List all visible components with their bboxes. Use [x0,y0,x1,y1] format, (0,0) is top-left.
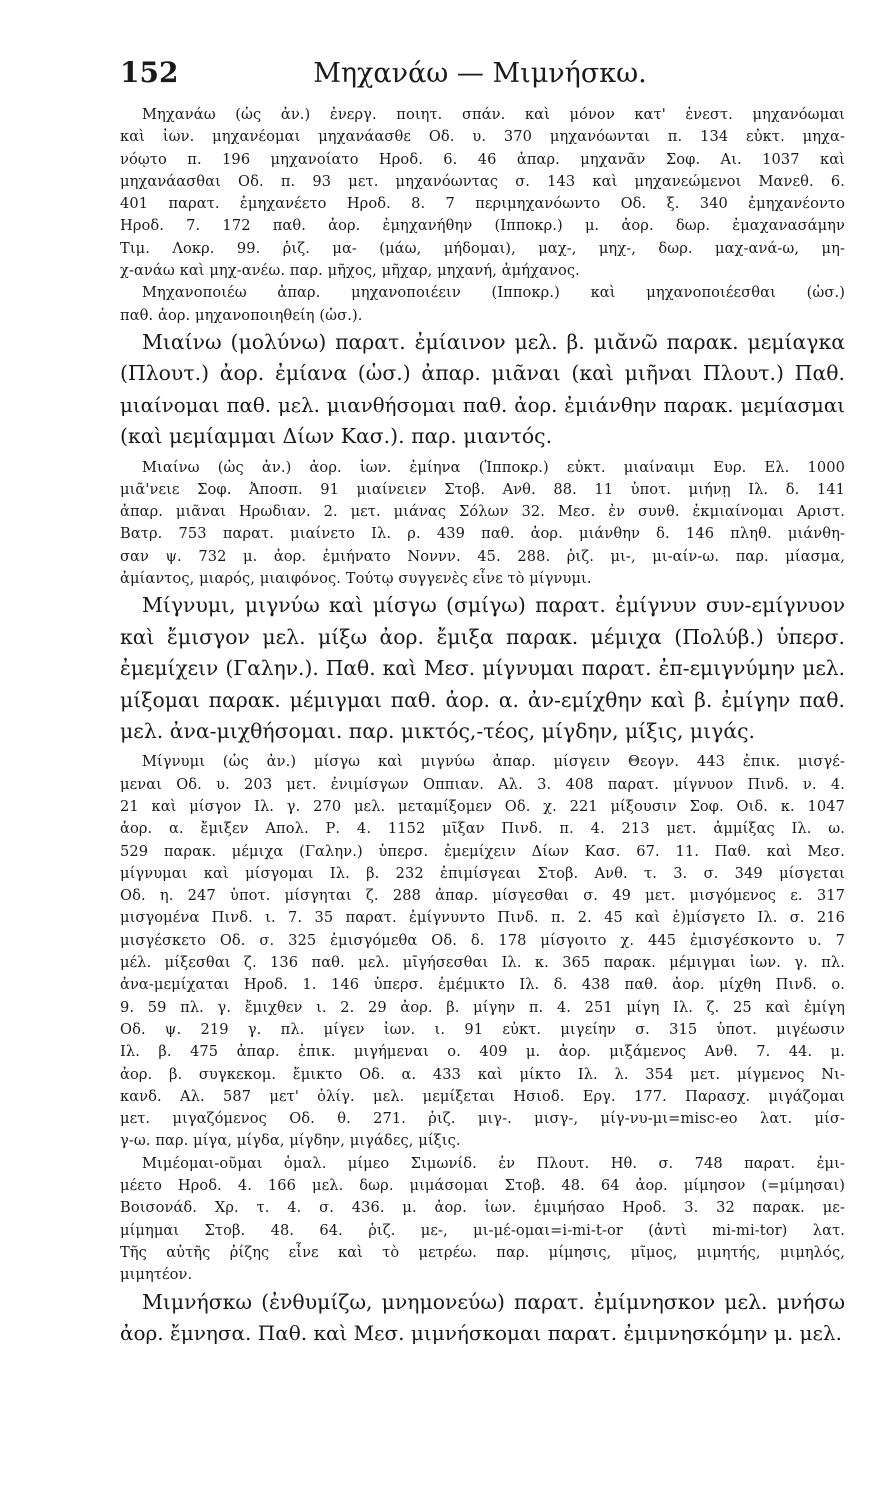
text-line: μέετο Ηροδ. 4. 166 μελ. δωρ. μιμάσομαι Στοβ. 48. 64 ἀορ. μίμησον (=μίμησαι) [120,1177,845,1195]
text-line: μετ. μιγαζόμενος Οδ. θ. 271. ῥιζ. μιγ-. μισγ-, μίγ-νυ-μι=misc-eo λατ. μίσ- [120,1110,845,1128]
text-line: γ-ω. παρ. μίγα, μίγδα, μίγδην, μιγάδες, μίξις. [120,1132,461,1150]
text-line: 529 παρακ. μέμιχα (Γαλην.) ὑπερσ. ἐμεμίχειν Δίων Κασ. 67. 11. Παθ. καὶ Μεσ. [120,842,845,860]
text-line: 401 παρατ. ἐμηχανέετο Ηροδ. 8. 7 περιμηχανόωντο Οδ. ξ. 340 ἐμηχανέοντο [120,195,845,213]
entry-notes [120,751,845,1152]
text-line: Μιαίνω (μολύνω) παρατ. ἐμίαινον μελ. β. μιᾰνῶ παρακ. μεμίαγκα [142,329,845,354]
text-line: Μίγνυμι (ὡς ἀν.) μίσγω καὶ μιγνύω ἀπαρ. μίσγειν Θεογν. 443 ἐπικ. μισγέ- [142,753,845,771]
text-line: μιαίνομαι παθ. μελ. μιανθήσομαι παθ. ἀορ. ἐμιάνθην παρακ. μεμίασμαι [120,393,845,417]
page-header [120,56,840,96]
entry-notes [120,1153,845,1287]
text-line: Τῆς αὐτῆς ῥίζης εἶνε καὶ τὸ μετρέω. παρ. μίμησις, μῖμος, μιμητής, μιμηλός, [120,1243,845,1261]
text-line: Οδ. ψ. 219 γ. πλ. μίγεν ἰων. ι. 91 εὐκτ. μιγείην σ. 315 ὑποτ. μιγέωσιν [120,1020,845,1038]
text-line: ἀνα-μεμίχαται Ηροδ. 1. 146 ὑπερσ. ἐμέμικτο Ιλ. δ. 438 παθ. ἀορ. μίχθη Πινδ. ο. [120,976,845,994]
text-line: μισγέσκετο Οδ. σ. 325 ἐμισγόμεθα Οδ. δ. 178 μίσγοιτο χ. 445 ἐμισγέσκοντο υ. 7 [120,931,845,949]
text-line: Μιαίνω (ὡς ἀν.) ἀορ. ἰων. ἐμίηνα (Ἱπποκρ.) εὐκτ. μιαίναιμι Ευρ. Ελ. 1000 [142,458,845,476]
text-line: παθ. ἀορ. μηχανοποιηθείη (ὡσ.). [120,306,363,324]
text-line: (Πλουτ.) ἀορ. ἐμίανα (ὡσ.) ἀπαρ. μιᾶναι (καὶ μιῆναι Πλουτ.) Παθ. [120,361,845,386]
page-content [120,104,845,1353]
text-line: ἀμίαντος, μιαρός, μιαιφόνος. Τούτῳ συγγενὲς εἶνε τὸ μίγνυμι. [120,570,592,588]
text-line: Οδ. η. 247 ὑποτ. μίσγηται ζ. 288 ἀπαρ. μίσγεσθαι σ. 49 μετ. μισγόμενος ε. 317 [120,887,845,905]
text-line: Ηροδ. 7. 172 παθ. ἀορ. ἐμηχανήθην (Ιπποκρ.) μ. ἀορ. δωρ. ἐμαχανασάμην [120,217,845,235]
text-line: (καὶ μεμίαμμαι Δίων Κασ.). παρ. μιαντός. [120,424,553,449]
text-line: μίξομαι παρακ. μέμιγμαι παθ. ἀορ. α. ἀν-εμίχθην καὶ β. ἐμίγην παθ. [120,687,845,712]
text-line: Μιμνήσκω (ἐνθυμίζω, μνημονεύω) παρατ. ἐμίμνησκον μελ. μνήσω [142,1289,845,1314]
page-number: 152 [120,56,179,89]
text-line: μισγομένα Πινδ. ι. 7. 35 παρατ. ἐμίγνυντο Πινδ. π. 2. 45 καὶ ἐ)μίσγετο Ιλ. σ. 216 [120,909,845,927]
entry-notes [120,104,845,282]
text-line: μηχανάασθαι Οδ. π. 93 μετ. μηχανόωντας σ. 143 καὶ μηχανεώμενοι Μανεθ. 6. [120,172,845,190]
text-line: χ-ανάω καὶ μηχ-ανέω. παρ. μῆχος, μῆχαρ, μηχανή, ἀμήχανος. [120,262,580,280]
main-entry [120,327,845,453]
text-line: Μηχανοποιέω ἀπαρ. μηχανοποιέειν (Ιπποκρ.) καὶ μηχανοποιέεσθαι (ὡσ.) [142,284,845,302]
text-line: ἀορ. ἔμνησα. Παθ. καὶ Μεσ. μιμνήσκομαι παρατ. ἐμιμνησκόμην μ. μελ. [120,1320,842,1345]
text-line: μιμητέον. [120,1266,193,1284]
text-line: 21 καὶ μίσγον Ιλ. γ. 270 μελ. μεταμίξομεν Οδ. χ. 221 μίξουσιν Σοφ. Οιδ. κ. 1047 [120,798,845,815]
entry-notes [120,457,845,591]
entry-notes [120,282,845,327]
text-line: ἀπαρ. μιᾶναι Ηρωδιαν. 2. μετ. μιάνας Σόλων 32. Μεσ. ἐν συνθ. ἐκμιαίνομαι Αριστ. [120,503,845,521]
text-line: Βατρ. 753 παρατ. μιαίνετο Ιλ. ρ. 439 παθ. ἀορ. μιάνθην δ. 146 πληθ. μιάνθη- [120,525,845,543]
text-line: κανδ. Αλ. 587 μετ' ὀλίγ. μελ. μεμίξεται Ησιοδ. Εργ. 177. Παρασχ. μιγάζομαι [120,1087,845,1105]
text-line: σαν ψ. 732 μ. ἀορ. ἐμιήνατο Νοννν. 45. 288. ῥιζ. μι-, μι-αίν-ω. παρ. μίασμα, [120,547,845,565]
text-line: μελ. ἀνα-μιχθήσομαι. παρ. μικτός,-τέος, μίγδην, μίξις, μιγάς. [120,719,756,743]
text-line: ἐμεμίχειν (Γαλην.). Παθ. καὶ Μεσ. μίγνυμαι παρατ. ἐπ-εμιγνύμην μελ. [120,656,845,681]
main-entry [120,1287,845,1350]
text-line: μίμημαι Στοβ. 48. 64. ῥιζ. με-, μι-μέ-ομαι=i-mi-t-or (ἀντὶ mi-mi-tor) λατ. [120,1221,845,1239]
text-line: καὶ ἰων. μηχανέομαι μηχανάασθε Οδ. υ. 370 μηχανόωνται π. 134 εὐκτ. μηχα- [120,128,845,146]
text-line: Μίγνυμι, μιγνύω καὶ μίσγω (σμίγω) παρατ. ἐμίγνυν συν-εμίγνυον [142,593,845,618]
text-line: μέλ. μίξεσθαι ζ. 136 παθ. μελ. μῑγήσεσθαι Ιλ. κ. 365 παρακ. μέμιγμαι ἰων. γ. πλ. [120,954,845,972]
text-line: Βοισονάδ. Χρ. τ. 4. σ. 436. μ. ἀορ. ἰων. ἐμιμήσαο Ηροδ. 3. 32 παρακ. με- [120,1199,845,1217]
text-line: Μιμέομαι-οῦμαι ὁμαλ. μίμεο Σιμωνίδ. ἐν Πλουτ. Ηθ. σ. 748 παρατ. ἐμι- [142,1154,845,1172]
text-line: καὶ ἔμισγον μελ. μίξω ἀορ. ἔμιξα παρακ. μέμιχα (Πολύβ.) ὑπερσ. [120,624,845,649]
text-line: νόῳτο π. 196 μηχανοίατο Ηροδ. 6. 46 ἀπαρ. μηχανᾶν Σοφ. Αι. 1037 καὶ [120,150,845,168]
text-line: ἀορ. β. συγκεκομ. ἔμικτο Οδ. α. 433 καὶ μίκτο Ιλ. λ. 354 μετ. μίγμενος Νι- [120,1065,845,1083]
text-line: Ιλ. β. 475 ἀπαρ. ἐπικ. μιγήμεναι ο. 409 μ. ἀορ. μιξάμενος Ανθ. 7. 44. μ. [120,1043,845,1061]
text-line: μεναι Οδ. υ. 203 μετ. ἐνιμίσγων Οππιαν. Αλ. 3. 408 παρατ. μίγνυον Πινδ. ν. 4. [120,775,845,793]
text-line: μίγνυμαι καὶ μίσγομαι Ιλ. β. 232 ἐπιμίσγεαι Στοβ. Ανθ. τ. 3. σ. 349 μίσγεται [120,864,845,882]
main-entry [120,590,845,747]
text-line: 9. 59 πλ. γ. ἔμιχθεν ι. 2. 29 ἀορ. β. μίγην π. 4. 251 μίγη Ιλ. ζ. 25 καὶ ἐμίγη [120,998,845,1016]
text-line: Τιμ. Λοκρ. 99. ῥιζ. μα- (μάω, μήδομαι), μαχ-, μηχ-, δωρ. μαχ-ανά-ω, μη- [120,239,845,257]
text-line: μιᾶ'νειε Σοφ. Ἀποσπ. 91 μιαίνειεν Στοβ. Ανθ. 88. 11 ὑποτ. μιήνῃ Ιλ. δ. 141 [120,480,845,498]
text-line: Μηχανάω (ὡς ἀν.) ἐνεργ. ποιητ. σπάν. καὶ μόνον κατ' ἐνεστ. μηχανόωμαι [142,106,845,123]
running-head: Μηχανάω — Μιμνήσκω. [313,58,647,89]
text-line: ἀορ. α. ἔμιξεν Απολ. Ρ. 4. 1152 μῖξαν Πινδ. π. 4. 213 μετ. ἀμμίξας Ιλ. ω. [120,820,845,838]
